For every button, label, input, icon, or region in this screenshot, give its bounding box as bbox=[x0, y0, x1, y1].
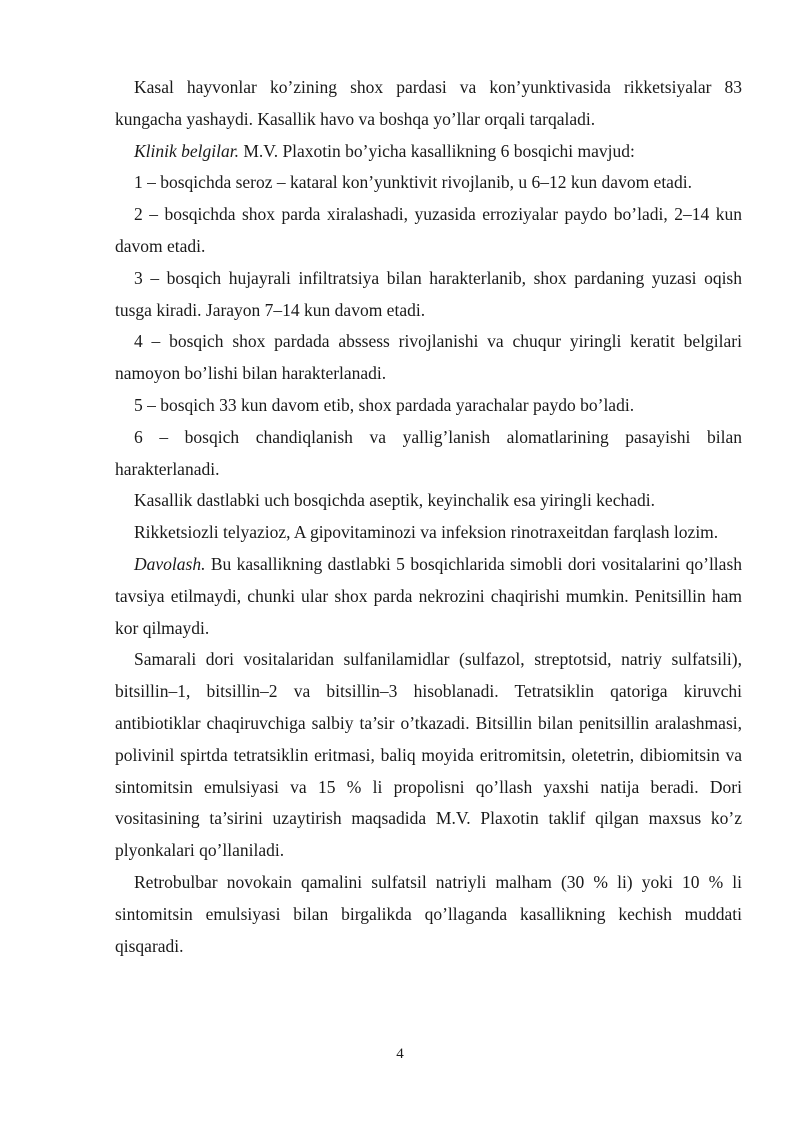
paragraph: 5 – bosqich 33 kun davom etib, shox pardada yarachalar paydo bo’ladi. bbox=[134, 394, 635, 415]
paragraph: Samarali dori vositalaridan sulfanilamidlar (sulfazol, streptotsid, natriy sulfatsili), bitsillin–1, bitsillin–2 va bitsillin–3 hisoblanadi. Tetratsiklin qatoriga kiruvchi antibiotiklar chaqiruvchiga salbiy ta’sir o’tkazadi. Bitsillin bilan penitsillin aralashmasi, polivinil spirtda tetratsiklin eritmasi, baliq moyida eritromitsin, oletetrin, dibiomitsin va sintomitsin emulsiyasi va 15 % li propolisni qo’llash yaxshi natija beradi. Dori vositasining ta’sirini uzaytirish maqsadida M.V. Plaxotin taklif qilgan maxsus ko’z plyonkalari qo’llaniladi. bbox=[115, 649, 742, 861]
paragraph: Kasal hayvonlar ko’zining shox pardasi va kon’yunktivasida rikketsiyalar 83 kungacha yashaydi. Kasallik havo va boshqa yo’llar orqali tarqaladi. bbox=[115, 77, 742, 129]
paragraph: 4 – bosqich shox pardada abssess rivojlanishi va chuqur yiringli keratit belgilari namoyon bo’lishi bilan harakterlanadi. bbox=[115, 331, 742, 384]
section-heading: Klinik belgilar. bbox=[134, 140, 239, 161]
paragraph: 1 – bosqichda seroz – kataral kon’yunktivit rivojlanib, u 6–12 kun davom etadi. bbox=[134, 172, 692, 193]
paragraph: 6 – bosqich chandiqlanish va yallig’lanish alomatlarining pasayishi bilan harakterlanadi. bbox=[115, 426, 742, 479]
section-heading: Davolash. bbox=[134, 553, 206, 574]
page-body bbox=[115, 72, 742, 962]
paragraph: Davolash. Bu kasallikning dastlabki 5 bosqichlarida simobli dori vositalarini qo’llash tavsiya etilmaydi, chunki ular shox parda nekrozini chaqirishi mumkin. Penitsillin ham kor qilmaydi. bbox=[115, 553, 742, 638]
paragraph: 2 – bosqichda shox parda xiralashadi, yuzasida erroziyalar paydo bo’ladi, 2–14 kun davom etadi. bbox=[115, 204, 742, 256]
paragraph: Rikketsiozli telyazioz, A gipovitaminozi va infeksion rinotraxeitdan farqlash lozim. bbox=[134, 522, 719, 543]
paragraph: Retrobulbar novokain qamalini sulfatsil natriyli malham (30 % li) yoki 10 % li sintomitsin emulsiyasi bilan birgalikda qo’llaganda kasallikning kechish muddati qisqaradi. bbox=[115, 871, 742, 956]
paragraph: Kasallik dastlabki uch bosqichda aseptik, keyinchalik esa yiringli kechadi. bbox=[134, 490, 655, 511]
paragraph: 3 – bosqich hujayrali infiltratsiya bilan harakterlanib, shox pardaning yuzasi oqish tusga kiradi. Jarayon 7–14 kun davom etadi. bbox=[115, 267, 742, 320]
paragraph: Klinik belgilar. M.V. Plaxotin bo’yicha kasallikning 6 bosqichi mavjud: bbox=[134, 140, 635, 161]
page-number: 4 bbox=[396, 1046, 404, 1062]
